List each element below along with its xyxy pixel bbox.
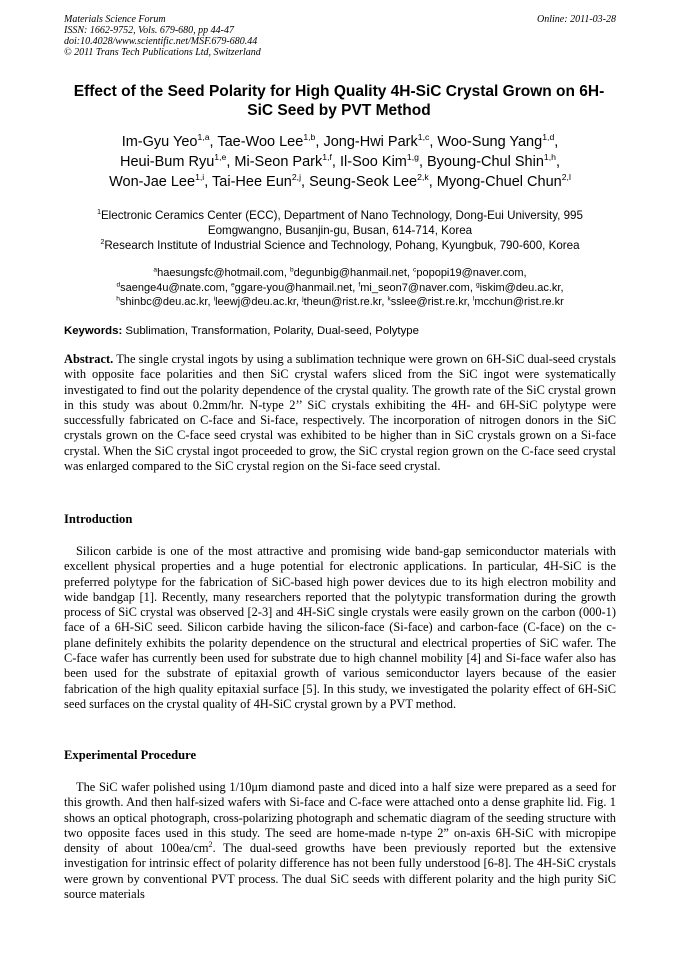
author-line-1: Im-Gyu Yeo$^{1,a}$, Tae-Woo Lee$^{1,b}$, Jong-Hwi Park$^{1,c}$, Woo-Sung Yang$^{1,d}$,	[121, 132, 559, 150]
experimental-paragraph	[64, 780, 616, 902]
email-link[interactable]: saenge4u@nate.com	[120, 281, 225, 294]
affiliation-sup: 1	[97, 209, 101, 217]
author-sup: 2,l	[561, 172, 571, 183]
email-list	[64, 266, 616, 310]
author-name: Seung-Seok Lee	[309, 174, 418, 190]
copyright: © 2011 Trans Tech Publications Ltd, Switzerland	[64, 47, 261, 58]
author-line-2: Heui-Bum Ryu$^{1,e}$, Mi-Seon Park$^{1,f}$, Il-Soo Kim$^{1,g}$, Byoung-Chul Shin$^{1,h}$,	[119, 152, 561, 170]
author-name: Tae-Woo Lee	[217, 134, 304, 150]
email-sup: b	[289, 266, 294, 274]
email-link[interactable]: theun@rist.re.kr	[303, 296, 382, 308]
email-link[interactable]: mcchun@rist.re.kr	[474, 296, 564, 308]
author-name: Byoung-Chul Shin	[427, 154, 544, 170]
journal-header	[64, 14, 616, 58]
email-link[interactable]: degunbig@hanmail.net	[293, 267, 407, 279]
author-name: Tai-Hee Eun	[212, 174, 292, 190]
affiliation-sup: 2	[100, 239, 105, 247]
paper-title	[54, 82, 624, 120]
email-sup: i	[213, 295, 216, 303]
keywords-text: Sublimation, Transformation, Polarity, Dual-seed, Polytype	[122, 325, 419, 337]
title-line-2: SiC Seed by PVT Method	[247, 102, 431, 119]
author-sup: 1,f	[322, 152, 332, 163]
author-name: Mi-Seon Park	[234, 154, 323, 170]
experimental-heading: Experimental Procedure	[64, 748, 197, 762]
author-name: Im-Gyu Yeo	[121, 134, 198, 150]
author-name: Heui-Bum Ryu	[119, 154, 215, 170]
author-sup: 1,h	[543, 152, 556, 163]
author-sup: 2,k	[417, 172, 429, 183]
author-line-3: Won-Jae Lee$^{1,i}$, Tai-Hee Eun$^{2,j}$, Seung-Seok Lee$^{2,k}$, Myong-Chuel Chun$^{2,l}$	[109, 172, 571, 190]
email-sup: c	[413, 266, 417, 274]
email-link[interactable]: leewj@deu.ac.kr	[215, 296, 296, 308]
email-link[interactable]: ggare-you@hanmail.net	[234, 281, 353, 294]
author-name: Jong-Hwi Park	[323, 134, 418, 150]
experimental-text-a: The SiC wafer polished using 1/10μm diamond paste and diced into a half size were prepared as a seed for this growth. And then half-sized wafers with Si-face and C-face were attached onto a dense graphite lid. Fig. 1 shows an optical photograph, cross-polarizing photograph and schematic diagram of the seeding structure with two opposite faces used in this study. The seed are home-made n-type 2” on-axis 6H-SiC with micropipe density of about 100ea/cm	[64, 780, 616, 856]
abstract	[64, 352, 616, 474]
email-sup: f	[358, 280, 361, 288]
affiliation-1	[64, 208, 616, 223]
email-link[interactable]: sslee@rist.re.kr	[390, 296, 467, 308]
author-sup: 2,j	[291, 172, 302, 183]
author-name: Myong-Chuel Chun	[436, 174, 562, 190]
email-link[interactable]: iskim@deu.ac.kr	[479, 281, 561, 294]
doi: doi:10.4028/www.scientific.net/MSF.679-680.44	[64, 36, 258, 47]
issn: ISSN: 1662-9752, Vols. 679-680, pp 44-47	[64, 25, 234, 36]
email-link[interactable]: haesungsfc@hotmail.com	[157, 267, 284, 279]
title-line-1: Effect of the Seed Polarity for High Quality 4H-SiC Crystal Grown on 6H-	[73, 83, 605, 100]
author-list	[60, 132, 620, 192]
email-sup: h	[116, 295, 120, 303]
email-sup: j	[302, 295, 304, 303]
author-sup: 1,d	[542, 132, 555, 143]
email-sup: k	[387, 295, 391, 303]
author-sup: 1,i	[195, 172, 205, 183]
author-name: Il-Soo Kim	[339, 154, 407, 170]
author-sup: 1,g	[406, 152, 419, 163]
online-date: Online: 2011-03-28	[537, 14, 616, 25]
affiliation-1-cont: Eomgwangno, Busanjin-gu, Busan, 614-714, Korea	[207, 224, 473, 237]
abstract-label: Abstract.	[64, 352, 114, 366]
email-sup: l	[472, 295, 475, 303]
email-sup: d	[116, 280, 121, 288]
affiliation-text: Research Institute of Industrial Science and Technology, Pohang, Kyungbuk, 790-600, Korea	[104, 239, 580, 252]
email-sup: a	[153, 266, 158, 274]
author-sup: 1,e	[214, 152, 227, 163]
email-sup: g	[475, 280, 480, 288]
email-line-1: $^a$haesungsfc@hotmail.com, $^b$degunbig@hanmail.net, $^c$popopi19@naver.com,	[153, 266, 527, 279]
keywords-label: Keywords:	[64, 325, 123, 337]
affiliation-text: Electronic Ceramics Center (ECC), Department of Nano Technology, Dong-Eui University, 995	[100, 209, 583, 222]
author-sup: 1,a	[197, 132, 210, 143]
abstract-text: The single crystal ingots by using a sublimation technique were grown on 6H-SiC dual-seed crystals with opposite face polarities and then SiC crystal wafers sliced from the SiC ingot were systematically investigated to find out the polarity dependence of the crystal quality. The growth rate of the SiC crystal grown in this study was about 0.2mm/hr. N-type 2’’ SiC crystals exhibiting the 4H- and 6H-SiC polytype were successfully fabricated on C-face and Si-face, respectively. The incorporation of nitrogen donors in the SiC crystals grown on the C-face seed crystal was exhibited to be higher than in SiC crystals grown on a Si-face crystal. When the SiC crystal ingot proceeded to grow, the SiC crystal region grown on the C-face seed crystal was enlarged compared to the SiC crystal region on the Si-face seed crystal.	[64, 352, 616, 474]
experimental-sup: 2	[208, 840, 213, 850]
author-sup: 1,c	[417, 132, 430, 143]
author-sup: 1,b	[303, 132, 316, 143]
author-name: Woo-Sung Yang	[437, 134, 543, 150]
affiliations	[64, 208, 616, 253]
email-link[interactable]: mi_seon7@naver.com	[360, 281, 470, 294]
journal-name: Materials Science Forum	[64, 14, 166, 25]
email-sup: e	[231, 280, 235, 288]
introduction-paragraph: Silicon carbide is one of the most attractive and promising wide band-gap semiconductor materials with excellent physical properties and a huge potential for electronic applications. In particular, 4H-SiC is the preferred polytype for the fabrication of SiC-based high power devices due to its high electron mobility and wide bandgap [1]. Recently, many researchers reported that the polytypic transformation during the growth process of SiC crystal was observed [2-3] and 4H-SiC single crystals were easily grown on the carbon (000-1) face of a 6H-SiC seed. Silicon carbide having the silicon-face (Si-face) and carbon-face (C-face) on the c-plane definitely exhibits the polarity dependence on the structural and electrical properties of SiC wafer. The C-face wafer has currently been used for substrate due to high channel mobility [4] and Si-face wafer also has been used for the substrate of epitaxial growth of various semiconductor layers because of the easier fabrication of the high quality epitaxial surface [5]. In this study, we investigated the polarity effect of 6H-SiC seed surfaces on the crystal quality of 4H-SiC crystal grown by a PVT method.	[64, 544, 616, 711]
keywords	[64, 324, 616, 338]
affiliation-2	[64, 238, 616, 253]
email-line-3: $^h$shinbc@deu.ac.kr, $^i$leewj@deu.ac.kr, $^j$theun@rist.re.kr, $^k$sslee@rist.re.kr, $^l$mcchun@rist.re.kr	[116, 295, 564, 308]
email-link[interactable]: shinbc@deu.ac.kr	[119, 296, 208, 308]
introduction-heading: Introduction	[64, 512, 133, 526]
email-line-2: $^d$saenge4u@nate.com, $^e$ggare-you@hanmail.net, $^f$mi_seon7@naver.com, $^g$iskim@deu.ac.kr,	[116, 280, 564, 294]
author-name: Won-Jae Lee	[109, 174, 196, 190]
experimental-text-b: . The dual-seed growths have been previously reported but the extensive investigation for intrinsic effect of polarity difference has not been fully understood [6-8]. The 4H-SiC crystals were grown by conventional PVT process. The dual SiC seeds with different polarity and the high purity SiC source materials	[64, 841, 616, 902]
email-link[interactable]: popopi19@naver.com	[416, 267, 524, 279]
